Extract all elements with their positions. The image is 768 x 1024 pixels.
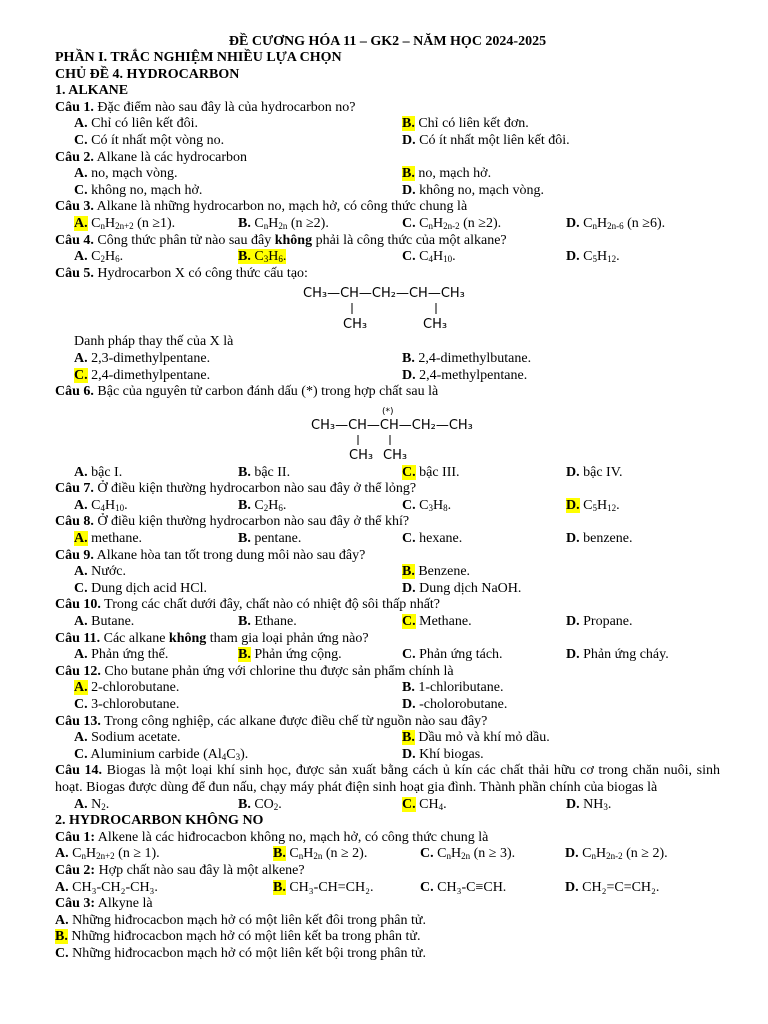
option-b[interactable]: B. $C_2H_6$. bbox=[238, 497, 287, 513]
option-b[interactable]: B. Chỉ có liên kết đơn. bbox=[402, 116, 529, 132]
question-6-options bbox=[55, 465, 720, 482]
option-c[interactable]: C. Aluminium carbide $(Al_4C_3)$. bbox=[74, 746, 249, 762]
option-a[interactable]: A. no, mạch vòng. bbox=[74, 166, 178, 182]
topic-heading: CHỦ ĐỀ 4. HYDROCARBON bbox=[55, 66, 240, 82]
question-5-options bbox=[55, 351, 720, 384]
option-a[interactable]: A. $C_4H_{10}$. bbox=[74, 497, 128, 513]
option-b[interactable]: B. no, mạch hở. bbox=[402, 166, 492, 182]
question-9: Câu 9. Alkane hòa tan tốt trong dung môi nào sau đây? bbox=[55, 547, 366, 563]
option-d[interactable]: D. 2,4-methylpentane. bbox=[402, 367, 528, 383]
question-12: Câu 12. Cho butane phản ứng với chlorine thu được sản phẩm chính là bbox=[55, 663, 454, 679]
question-5: Câu 5. Hydrocarbon X có công thức cấu tạo: bbox=[55, 265, 308, 281]
option-c[interactable]: C. CH₃-C≡CH. bbox=[420, 879, 507, 895]
option-d[interactable]: D. bậc IV. bbox=[566, 464, 623, 480]
option-c[interactable]: C. $C_3H_8$. bbox=[402, 497, 452, 513]
option-a[interactable]: A. 2-chlorobutane. bbox=[74, 680, 180, 696]
formula-main-chain: CH₃—CH—CH—CH₂—CH₃ bbox=[311, 417, 473, 433]
option-b[interactable]: B. Dầu mỏ và khí mỏ dầu. bbox=[402, 730, 550, 746]
question-4: Câu 4. Công thức phân tử nào sau đây không phải là công thức của một alkane? bbox=[55, 232, 507, 248]
option-a[interactable]: A. Những hiđrocacbon mạch hở có một liên kết đôi trong phân tử. bbox=[55, 912, 426, 928]
option-a[interactable]: A. Phản ứng thế. bbox=[74, 647, 169, 663]
option-c[interactable]: C. Dung dịch acid HCl. bbox=[74, 580, 207, 596]
option-d[interactable]: D. Dung dịch NaOH. bbox=[402, 580, 522, 596]
option-d[interactable]: D. Có ít nhất một liên kết đôi. bbox=[402, 132, 570, 148]
formula-substituent-1: CH₃ bbox=[343, 317, 368, 333]
option-d[interactable]: D. không no, mạch vòng. bbox=[402, 182, 544, 198]
option-d[interactable]: D. $C_nH_{2n-2}$ (n ≥ 2). bbox=[565, 846, 668, 862]
option-c[interactable]: C. 2,4-dimethylpentane. bbox=[74, 367, 211, 383]
question-14: Câu 14. Biogas là một loại khí sinh học, được sản xuất bằng cách ủ kín các chất thải hữu cơ trong chăn nuôi, sinh hoạt. Biogas được dùng để đun nấu, chạy máy phát điện sinh hoạt gia đình. Thành phần chính của biogas là bbox=[55, 763, 720, 795]
question-13: Câu 13. Trong công nghiệp, các alkane được điều chế từ nguồn nào sau đây? bbox=[55, 713, 488, 729]
question-6: Câu 6. Bậc của nguyên tử carbon đánh dấu (*) trong hợp chất sau là bbox=[55, 384, 439, 400]
question-12-options bbox=[55, 680, 720, 713]
formula-substituent-2: CH₃ bbox=[423, 317, 448, 333]
question-2-2-options bbox=[55, 880, 720, 897]
option-a[interactable]: A. $C_nH_{2n+2}$ (n ≥1). bbox=[74, 215, 176, 231]
option-d[interactable]: D. $C_5H_{12}$. bbox=[566, 497, 620, 513]
option-a[interactable]: A. Nước. bbox=[74, 564, 126, 580]
option-a[interactable]: A. 2,3-dimethylpentane. bbox=[74, 350, 211, 366]
option-b[interactable]: B. $C_3H_6$. bbox=[238, 249, 287, 265]
document-page bbox=[55, 33, 720, 963]
option-a[interactable]: A. CH₃-CH₂-CH₃. bbox=[55, 879, 158, 895]
option-a[interactable]: A. Chỉ có liên kết đôi. bbox=[74, 116, 199, 132]
option-b[interactable]: B. $C_nH_{2n}$ (n ≥ 2). bbox=[273, 846, 368, 862]
option-d[interactable]: D. Khí biogas. bbox=[402, 746, 484, 762]
option-c[interactable]: C. $C_nH_{2n-2}$ (n ≥2). bbox=[402, 215, 502, 231]
formula-substituent-1: CH₃ bbox=[349, 447, 374, 463]
question-1: Câu 1. Đặc điểm nào sau đây là của hydrocarbon no? bbox=[55, 99, 356, 115]
option-a[interactable]: A. $C_2H_6$. bbox=[74, 249, 124, 265]
formula-star-mark: (*) bbox=[382, 406, 394, 417]
option-b[interactable]: B. $C_nH_{2n}$ (n ≥2). bbox=[238, 215, 329, 231]
section-heading-alkane: 1. ALKANE bbox=[55, 83, 129, 99]
question-3-options bbox=[55, 216, 720, 233]
option-b[interactable]: B. Ethane. bbox=[238, 614, 297, 630]
question-2-1: Câu 1: Alkene là các hiđrocacbon không no, mạch hở, có công thức chung là bbox=[55, 829, 489, 845]
option-b[interactable]: B. 2,4-dimethylbutane. bbox=[402, 350, 532, 366]
option-c[interactable]: C. $CH_4$. bbox=[402, 796, 447, 812]
structural-formula-x bbox=[55, 282, 720, 334]
question-3: Câu 3. Alkane là những hydrocarbon no, mạch hở, có công thức chung là bbox=[55, 199, 468, 215]
option-c[interactable]: C. Methane. bbox=[402, 614, 472, 630]
option-b[interactable]: B. Những hiđrocacbon mạch hở có một liên kết ba trong phân tử. bbox=[55, 929, 421, 945]
option-d[interactable]: D. $C_nH_{2n-6}$ (n ≥6). bbox=[566, 215, 666, 231]
question-7: Câu 7. Ở điều kiện thường hydrocarbon nào sau đây ở thể lỏng? bbox=[55, 481, 417, 497]
question-7-options bbox=[55, 498, 720, 515]
option-b[interactable]: B. 1-chloributane. bbox=[402, 680, 504, 696]
option-d[interactable]: D. Propane. bbox=[566, 614, 633, 630]
option-d[interactable]: D. CH₂=C=CH₂. bbox=[565, 879, 660, 895]
question-11: Câu 11. Các alkane không tham gia loại phản ứng nào? bbox=[55, 630, 369, 646]
question-5-prompt: Danh pháp thay thế của X là bbox=[74, 334, 234, 350]
option-b[interactable]: B. Benzene. bbox=[402, 564, 471, 580]
formula-substituent-2: CH₃ bbox=[383, 447, 408, 463]
option-c[interactable]: C. Những hiđrocacbon mạch hở có một liên kết bội trong phân tử. bbox=[55, 945, 426, 961]
option-d[interactable]: D. benzene. bbox=[566, 531, 633, 547]
question-2-3: Câu 3: Alkyne là bbox=[55, 896, 153, 912]
option-c[interactable]: C. hexane. bbox=[402, 531, 463, 547]
option-a[interactable]: A. $N_2$. bbox=[74, 796, 110, 812]
question-2-2: Câu 2: Hợp chất nào sau đây là một alkene? bbox=[55, 862, 305, 878]
option-d[interactable]: D. $C_5H_{12}$. bbox=[566, 249, 620, 265]
section-heading-unsaturated: 2. HYDROCARBON KHÔNG NO bbox=[55, 813, 264, 829]
option-d[interactable]: D. Phản ứng cháy. bbox=[566, 647, 669, 663]
option-c[interactable]: C. không no, mạch hở. bbox=[74, 182, 203, 198]
question-14-options bbox=[55, 797, 720, 814]
option-b[interactable]: B. CH₃-CH=CH₂. bbox=[273, 879, 374, 895]
option-a[interactable]: A. Sodium acetate. bbox=[74, 730, 181, 746]
option-a[interactable]: A. methane. bbox=[74, 531, 143, 547]
option-c[interactable]: C. bậc III. bbox=[402, 464, 460, 480]
option-c[interactable]: C. 3-chlorobutane. bbox=[74, 697, 180, 712]
option-a[interactable]: A. bậc I. bbox=[74, 464, 123, 480]
option-d[interactable]: D. $NH_3$. bbox=[566, 796, 612, 812]
question-1-options bbox=[55, 116, 720, 149]
formula-main-chain: CH₃—CH—CH₂—CH—CH₃ bbox=[303, 286, 465, 302]
option-d[interactable]: D. -cholorobutane. bbox=[402, 697, 508, 712]
question-10: Câu 10. Trong các chất dưới đây, chất nào có nhiệt độ sôi thấp nhất? bbox=[55, 597, 441, 613]
question-2-options bbox=[55, 166, 720, 199]
option-c[interactable]: C. $C_4H_{10}$. bbox=[402, 249, 456, 265]
option-b[interactable]: B. bậc II. bbox=[238, 464, 291, 480]
option-b[interactable]: B. Phản ứng cộng. bbox=[238, 647, 342, 663]
question-8-options bbox=[55, 531, 720, 548]
option-c[interactable]: C. Có ít nhất một vòng no. bbox=[74, 132, 225, 148]
question-10-options bbox=[55, 614, 720, 631]
question-2-1-options bbox=[55, 846, 720, 863]
question-2: Câu 2. Alkane là các hydrocarbon bbox=[55, 149, 248, 165]
option-b[interactable]: B. pentane. bbox=[238, 531, 302, 547]
structural-formula-q6 bbox=[55, 401, 720, 465]
question-13-options bbox=[55, 730, 720, 763]
part-heading: PHẦN I. TRẮC NGHIỆM NHIỀU LỰA CHỌN bbox=[55, 50, 342, 65]
question-8: Câu 8. Ở điều kiện thường hydrocarbon nào sau đây ở thể khí? bbox=[55, 514, 410, 530]
question-9-options bbox=[55, 564, 720, 597]
option-c[interactable]: C. Phản ứng tách. bbox=[402, 647, 503, 663]
option-b[interactable]: B. $CO_2$. bbox=[238, 796, 282, 812]
question-11-options bbox=[55, 647, 720, 664]
option-c[interactable]: C. $C_nH_{2n}$ (n ≥ 3). bbox=[420, 846, 516, 862]
document-title: ĐỀ CƯƠNG HÓA 11 – GK2 – NĂM HỌC 2024-2025 bbox=[228, 34, 547, 49]
option-a[interactable]: A. Butane. bbox=[74, 614, 135, 630]
question-4-options bbox=[55, 249, 720, 266]
option-a[interactable]: A. $C_nH_{2n+2}$ (n ≥ 1). bbox=[55, 846, 160, 862]
